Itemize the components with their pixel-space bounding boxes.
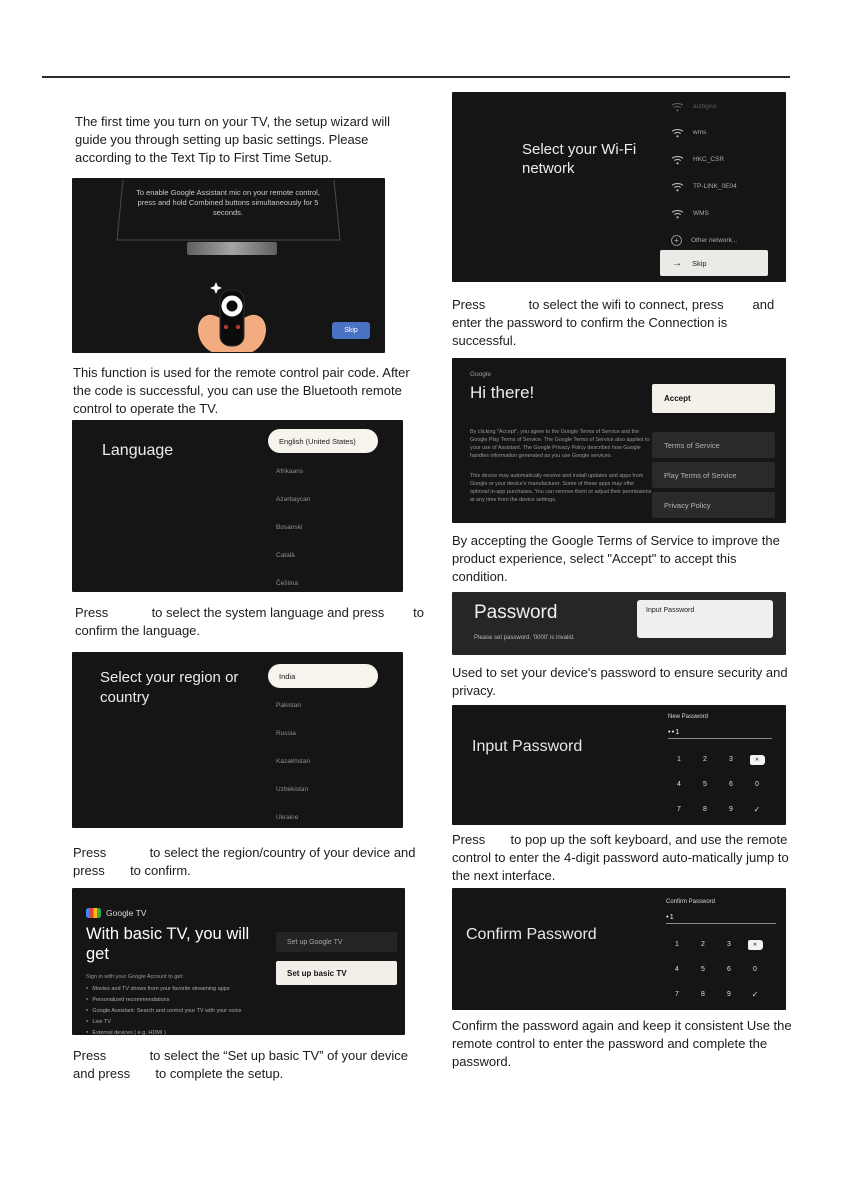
password-hint: Please set password. '0000' is invalid. — [474, 635, 575, 641]
header-divider — [42, 76, 790, 78]
wifi-network-row[interactable] — [671, 152, 724, 166]
wifi-network-name: actbgwx — [693, 102, 717, 110]
wifi-title: Select your Wi-Fi network — [522, 141, 637, 177]
pairing-tip-text: To enable Google Assistant mic on your remote control, press and hold Combined buttons simultaneously for 5 seconds. — [136, 188, 320, 217]
screenshot-confirm-password — [452, 888, 786, 1010]
language-selected-option[interactable]: English (United States) — [268, 429, 378, 453]
benefit-item: ● Movies and TV shows from your favorite streaming apps — [86, 983, 242, 994]
screenshot-wifi — [452, 92, 786, 282]
screenshot-password — [452, 592, 786, 655]
confirm-password-title: Confirm Password — [466, 926, 597, 943]
password-input-field[interactable]: Input Password — [637, 600, 773, 638]
set-up-google-tv-button[interactable]: Set up Google TV — [276, 932, 397, 952]
key-0[interactable]: 0 — [753, 966, 757, 973]
google-tv-subtitle: Sign in with your Google Account to get: — [86, 974, 184, 980]
input-underline — [666, 923, 776, 924]
hand-remote-illustration — [176, 282, 286, 352]
screenshot-region — [72, 652, 403, 828]
terms-of-service-button[interactable]: Terms of Service — [652, 432, 775, 458]
wifi-network-name: WMS — [693, 209, 709, 217]
key-2[interactable]: 2 — [701, 941, 705, 948]
benefit-item: ● Google Assistant: Search and control your TV with your voice — [86, 1005, 242, 1016]
input-underline — [668, 738, 772, 739]
tv-stand-illustration — [187, 242, 277, 255]
language-option[interactable]: Čeština — [276, 580, 299, 587]
language-caption: Press to select the system language and press to confirm the language. — [75, 605, 428, 638]
backspace-key-icon[interactable]: ✕ — [750, 755, 765, 765]
region-title: Select your region or country — [100, 669, 239, 706]
benefit-item: ● Live TV — [86, 1016, 242, 1027]
password-title: Password — [474, 602, 558, 623]
region-option[interactable]: Uzbekistan — [276, 786, 309, 793]
wifi-caption: Press to select the wifi to connect, press and enter the password to confirm the Connection is successful. — [452, 297, 778, 348]
privacy-policy-button[interactable]: Privacy Policy — [652, 492, 775, 518]
password-value[interactable]: ••1 — [668, 727, 681, 736]
key-2[interactable]: 2 — [703, 756, 707, 763]
input-password-title: Input Password — [472, 738, 583, 755]
numeric-keypad — [666, 747, 770, 822]
key-1[interactable]: 1 — [675, 941, 679, 948]
skip-button[interactable]: Skip — [332, 322, 370, 339]
key-4[interactable]: 4 — [677, 781, 681, 788]
region-caption: Press to select the region/country of your device and press to confirm. — [73, 845, 420, 878]
wifi-other-network-row[interactable] — [671, 233, 737, 247]
terms-headline: Hi there! — [470, 383, 535, 402]
confirm-key-icon[interactable]: ✓ — [753, 805, 761, 814]
wifi-network-row[interactable] — [671, 206, 709, 220]
input-password-caption: Press to pop up the soft keyboard, and use the remote control to enter the 4-digit password auto-matically jump to the next interface. — [452, 832, 793, 883]
terms-paragraph: This device may automatically receive and install updates and apps from Google or your device's manufacturer. Some of these apps may offer optional in-app purchases. You can remove them or adjust their permissions at any time from the device settings. — [470, 473, 652, 503]
wifi-network-row[interactable] — [671, 179, 737, 193]
wifi-icon — [671, 101, 684, 112]
google-tv-logo-icon — [86, 908, 101, 918]
key-3[interactable]: 3 — [729, 756, 733, 763]
key-9[interactable]: 9 — [727, 991, 731, 998]
key-7[interactable]: 7 — [675, 991, 679, 998]
language-option[interactable]: Català — [276, 552, 295, 559]
google-brand-label: Google — [470, 371, 491, 378]
wifi-network-name: TP-LINK_0E04 — [693, 182, 737, 190]
new-password-label: New Password — [668, 714, 709, 720]
wifi-network-row[interactable] — [671, 99, 717, 113]
language-title: Language — [102, 442, 174, 459]
wifi-icon — [671, 181, 684, 192]
google-tv-headline: With basic TV, you will get — [86, 925, 250, 963]
region-option[interactable]: Kazakhstan — [276, 758, 310, 765]
confirm-password-caption: Confirm the password again and keep it consistent Use the remote control to enter the password and complete the password. — [452, 1018, 796, 1069]
region-option[interactable]: Pakistan — [276, 702, 301, 709]
terms-paragraph: By clicking "Accept", you agree to the Google Terms of Service and the Google Play Terms of Service. The Google Terms of Service also applies to your use of Assistant. The Google Privacy Policy describes how Google handles information generated as you use Google services. — [470, 429, 650, 459]
screenshot-input-password — [452, 705, 786, 825]
google-tv-benefits-list — [86, 983, 242, 1035]
confirm-key-icon[interactable]: ✓ — [751, 990, 759, 999]
screenshot-language — [72, 420, 403, 592]
key-6[interactable]: 6 — [727, 966, 731, 973]
key-9[interactable]: 9 — [729, 806, 733, 813]
region-selected-option[interactable]: India — [268, 664, 378, 688]
screenshot-remote-pairing — [72, 178, 385, 353]
password-caption: Used to set your device's password to ensure security and privacy. — [452, 665, 792, 698]
confirm-password-label: Confirm Password — [666, 899, 716, 905]
terms-caption: By accepting the Google Terms of Service to improve the product experience, select "Accept" to accept this condition. — [452, 533, 784, 584]
wifi-icon — [671, 127, 684, 138]
arrow-right-icon: → — [672, 257, 682, 269]
key-4[interactable]: 4 — [675, 966, 679, 973]
screenshot-google-tv — [72, 888, 405, 1035]
key-6[interactable]: 6 — [729, 781, 733, 788]
pairing-caption: This function is used for the remote control pair code. After the code is successful, you can use the Bluetooth remote control to operate the TV. — [73, 365, 414, 416]
language-option[interactable]: Azərbaycan — [276, 496, 311, 503]
numeric-keypad — [664, 932, 768, 1007]
key-8[interactable]: 8 — [701, 991, 705, 998]
key-5[interactable]: 5 — [703, 781, 707, 788]
screenshot-google-terms — [452, 358, 786, 523]
wifi-skip-label: Skip — [692, 258, 707, 268]
key-8[interactable]: 8 — [703, 806, 707, 813]
play-terms-button[interactable]: Play Terms of Service — [652, 462, 775, 488]
key-1[interactable]: 1 — [677, 756, 681, 763]
google-tv-caption: Press to select the “Set up basic TV” of your device and press to complete the setup. — [73, 1048, 412, 1081]
key-7[interactable]: 7 — [677, 806, 681, 813]
language-option[interactable]: Afrikaans — [276, 468, 304, 475]
accept-button[interactable]: Accept — [652, 384, 775, 413]
wifi-network-row[interactable] — [671, 125, 706, 139]
key-3[interactable]: 3 — [727, 941, 731, 948]
password-value[interactable]: •1 — [666, 912, 675, 921]
backspace-key-icon[interactable]: ✕ — [748, 940, 763, 950]
benefit-item: ● External devices ( e.g. HDMI ) — [86, 1027, 242, 1035]
intro-text: The first time you turn on your TV, the setup wizard will guide you through setting up basic settings. Please according to the Text Tip to First Time Setup. — [75, 114, 394, 165]
google-tv-brand: Google TV — [106, 908, 147, 918]
wifi-network-name: wms — [693, 128, 707, 136]
wifi-other-label: Other network... — [691, 236, 738, 244]
wifi-network-name: HKC_CSR — [693, 155, 725, 163]
key-5[interactable]: 5 — [701, 966, 705, 973]
benefit-item: ● Personalized recommendations — [86, 994, 242, 1005]
set-up-basic-tv-button[interactable]: Set up basic TV — [276, 961, 397, 985]
plus-icon: + — [671, 235, 682, 246]
region-option[interactable]: Russia — [276, 730, 296, 737]
region-option[interactable]: Ukraine — [276, 814, 299, 821]
wifi-icon — [671, 154, 684, 165]
language-option[interactable]: Bosanski — [276, 524, 303, 531]
key-0[interactable]: 0 — [755, 781, 759, 788]
wifi-icon — [671, 208, 684, 219]
wifi-skip-button[interactable] — [660, 250, 768, 276]
